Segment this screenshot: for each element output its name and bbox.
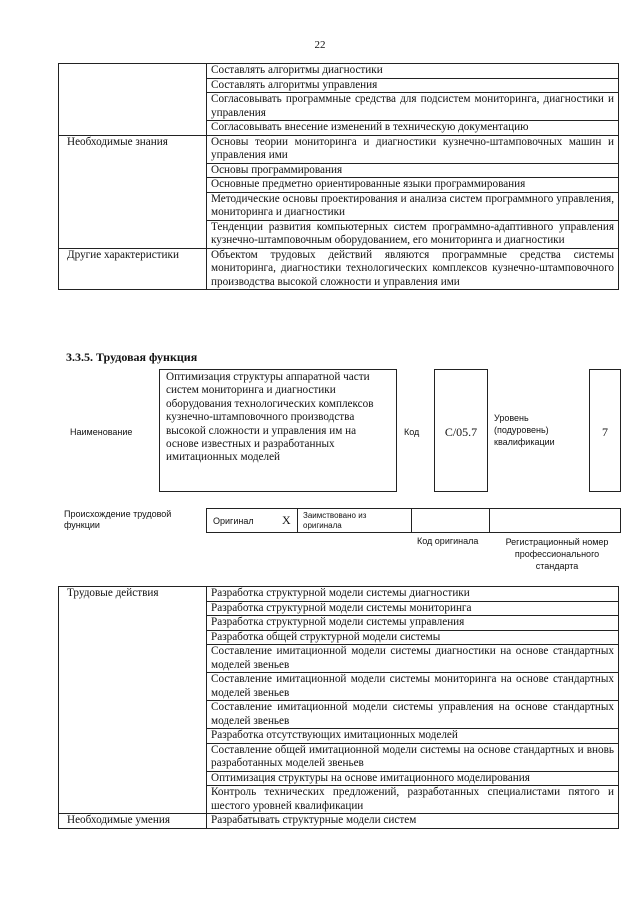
level-box bbox=[589, 369, 621, 492]
row-item: Основные предметно ориентированные языки программирования bbox=[207, 178, 619, 193]
code-original-caption: Код оригинала bbox=[417, 536, 479, 546]
row-label: Другие характеристики bbox=[59, 248, 207, 290]
code-box bbox=[434, 369, 488, 492]
row-item: Тенденции развития компьютерных систем программно-адаптивного управления кузнечно-штамповочным оборудованием, его мониторинга и диагностики bbox=[207, 220, 619, 248]
code-label: Код bbox=[404, 427, 420, 437]
function-name-box bbox=[159, 369, 397, 492]
row-item: Составлять алгоритмы диагностики bbox=[207, 64, 619, 79]
function-name-value: Оптимизация структуры аппаратной части систем мониторинга и диагностики оборудования технологических комплексов кузнечно-штамповочного производства высокой сложности и управления им на основе известных и разработанных имитационных моделей bbox=[166, 371, 374, 464]
level-label: Уровень (подуровень) квалификации bbox=[494, 413, 555, 447]
code-value: С/05.7 bbox=[444, 425, 478, 439]
row-item: Основы программирования bbox=[207, 163, 619, 178]
row-item: Разработка структурной модели системы управления bbox=[207, 616, 619, 631]
row-item: Согласовывать внесение изменений в техническую документацию bbox=[207, 121, 619, 136]
row-item: Оптимизация структуры на основе имитационного моделирования bbox=[207, 771, 619, 786]
labor-actions-table bbox=[58, 586, 619, 829]
row-label: Трудовые действия bbox=[59, 587, 207, 814]
row-label: Необходимые знания bbox=[59, 135, 207, 248]
row-item: Разработка структурной модели системы диагностики bbox=[207, 587, 619, 602]
table-row bbox=[59, 587, 619, 602]
row-label bbox=[59, 64, 207, 136]
name-label: Наименование bbox=[70, 427, 133, 437]
row-item: Составление имитационной модели системы мониторинга на основе стандартных моделей звеньев bbox=[207, 673, 619, 701]
row-item: Основы теории мониторинга и диагностики кузнечно-штамповочных машин и управления ими bbox=[207, 135, 619, 163]
reg-number-caption: Регистрационный номер профессионального стандарта bbox=[505, 537, 609, 571]
origin-label: Происхождение трудовой функции bbox=[64, 509, 172, 530]
row-item: Объектом трудовых действий являются программные средства системы мониторинга, диагностики технологических комплексов кузнечно-штамповочного производства высокой сложности и управления ими bbox=[207, 248, 619, 290]
table-row bbox=[59, 248, 619, 290]
original-mark: X bbox=[282, 513, 291, 527]
table-row bbox=[59, 64, 619, 79]
table-row bbox=[59, 814, 619, 829]
origin-row bbox=[206, 508, 621, 533]
level-value: 7 bbox=[602, 425, 608, 439]
row-item: Методические основы проектирования и анализа систем программного управления, мониторинга и диагностики bbox=[207, 192, 619, 220]
borrowed-label: Заимствовано из оригинала bbox=[303, 511, 367, 530]
row-item: Разработка общей структурной модели системы bbox=[207, 630, 619, 645]
row-item: Согласовывать программные средства для подсистем мониторинга, диагностики и управления bbox=[207, 93, 619, 121]
row-item: Разработка отсутствующих имитационных моделей bbox=[207, 729, 619, 744]
row-item: Разрабатывать структурные модели систем bbox=[207, 814, 619, 829]
row-item: Контроль технических предложений, разработанных специалистами пятого и шестого уровней квалификации bbox=[207, 786, 619, 814]
row-item: Разработка структурной модели системы мониторинга bbox=[207, 601, 619, 616]
table-row bbox=[59, 135, 619, 163]
original-label: Оригинал bbox=[213, 516, 254, 526]
requirements-table-continued bbox=[58, 63, 619, 290]
row-item: Составление общей имитационной модели системы на основе стандартных и вновь разработанных моделей звеньев bbox=[207, 743, 619, 771]
row-item: Составлять алгоритмы управления bbox=[207, 78, 619, 93]
row-label: Необходимые умения bbox=[59, 814, 207, 829]
page-number: 22 bbox=[314, 39, 326, 51]
row-item: Составление имитационной модели системы управления на основе стандартных моделей звеньев bbox=[207, 701, 619, 729]
section-heading: 3.3.5. Трудовая функция bbox=[66, 350, 198, 364]
row-item: Составление имитационной модели системы диагностики на основе стандартных моделей звеньев bbox=[207, 645, 619, 673]
